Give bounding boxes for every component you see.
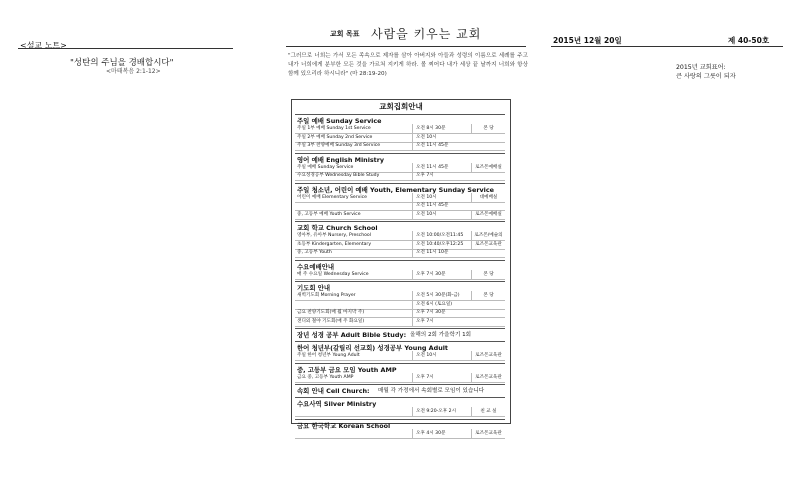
yearly-motto-label: 2015년 교회표어: <box>676 64 726 71</box>
schedule-row <box>295 171 505 181</box>
schedule-row <box>295 407 505 417</box>
service-time: 오전 6시 (토요일) <box>412 300 452 309</box>
scripture-verse: "그러므로 너희는 가서 모든 족속으로 제자를 삼아 아버지와 아들과 성령의 이름으로 세례를 주고 내가 너희에게 분부한 모든 것을 가르쳐 지키게 하라. 볼 찌어다 내가 세상 끝 날까지 너희와 항상 함께 있으리라 하시니라" (마 28:19-20) <box>288 53 528 77</box>
service-time: 오전 8시 30분 <box>412 124 445 133</box>
service-name: 주일 3부 찬양예배 Sunday 3rd Service <box>297 143 381 148</box>
sermon-note-label: <설교 노트> <box>20 41 67 50</box>
service-place: 로즈몬교육관 <box>471 240 505 249</box>
service-place: 로즈몬/예슬의 <box>471 231 505 240</box>
schedule-row <box>295 210 505 220</box>
service-time: 오전 11시 10분 <box>412 248 448 257</box>
section-heading: 기도회 안내 <box>297 284 331 292</box>
service-name: 금요 중, 고등부 Youth AMP <box>297 374 354 380</box>
service-name: 새벽기도회 Morning Prayer <box>297 293 356 298</box>
service-time: 오전 11시 45분 <box>412 141 448 150</box>
service-time: 오전 10:40/오후12:25 <box>412 240 463 249</box>
service-time: 오후 7시 30분 <box>412 308 445 317</box>
service-time: 오전 11시 45분 <box>412 201 448 210</box>
service-time: 오전 10:00/오전11:45 <box>412 231 463 240</box>
service-place: 로즈몬예배실 <box>471 163 505 172</box>
section-heading: 주일 예배 Sunday Service <box>297 117 382 125</box>
service-time: 오전 10시 <box>412 210 437 219</box>
service-time: 오전 11시 45분 <box>412 163 448 172</box>
service-name: 어린이 예배 Elementary Service <box>297 194 367 200</box>
schedule-row <box>295 351 505 361</box>
service-place: 본 당 <box>471 270 505 279</box>
section-heading: 속회 안내 Cell Church: <box>297 387 370 395</box>
section-divider <box>295 397 505 398</box>
service-time: 오후 4시 30분 <box>412 429 445 438</box>
schedule-title: 교회집회안내 <box>379 102 423 111</box>
section-heading: 주일 청소년, 어린이 예배 Youth, Elementary Sunday Service <box>297 185 494 194</box>
service-time: 오후 7시 30분 <box>412 270 445 279</box>
schedule-row <box>295 270 505 280</box>
schedule-row <box>295 248 505 258</box>
section-divider <box>295 260 505 261</box>
section-divider <box>295 328 505 329</box>
service-name: 영아부, 유아부 Nursery, Preschool <box>297 233 372 238</box>
schedule-row <box>295 141 505 151</box>
service-place: 로즈몬예배실 <box>471 210 505 219</box>
service-time: 오전 5시 30분(화-금) <box>412 291 460 300</box>
yearly-motto: 큰 사랑의 그릇이 되자 <box>676 73 736 80</box>
divider <box>286 46 526 47</box>
section-heading: 금요 한국학교 Korean School <box>297 421 391 430</box>
schedule-row <box>295 373 505 383</box>
service-time: 오후 7시 <box>412 373 434 382</box>
sermon-reference: <마태복음 2:1-12> <box>106 68 161 75</box>
section-divider <box>295 183 505 184</box>
service-place: 친 교 실 <box>471 407 505 416</box>
schedule-row <box>295 429 505 439</box>
service-name: 주일 1부 예배 Sunday 1st Service <box>297 126 371 131</box>
issue-number: 제 40-50호 <box>728 36 770 45</box>
schedule-row <box>295 317 505 327</box>
service-time: 오전 9:20-오후 2시 <box>412 407 456 416</box>
service-name: 주일 2부 예배 Sunday 2nd Service <box>297 134 373 140</box>
section-divider <box>295 153 505 154</box>
church-goal-label: 교회 목표 <box>330 30 360 38</box>
section-heading: 수요사역 Silver Ministry <box>297 400 377 408</box>
service-place: 대예배실 <box>471 193 505 202</box>
divider <box>18 48 233 49</box>
section-divider <box>295 221 505 222</box>
service-name: 주일 예배 Sunday Service <box>297 164 354 170</box>
section-heading: 수요예배안내 <box>297 262 335 271</box>
sermon-title: "성탄의 주님을 경배합시다" <box>70 58 174 68</box>
section-heading: 장년 성경 공부 Adult Bible Study: <box>297 331 407 339</box>
service-time: 오전 10시 <box>412 133 437 142</box>
service-place: 로즈몬교육관 <box>471 429 505 438</box>
service-time: 오후 7시 <box>412 317 434 326</box>
section-heading: 교회 학교 Church School <box>297 224 378 232</box>
section-divider <box>295 363 505 364</box>
schedule-box <box>291 99 511 436</box>
section-divider <box>295 419 505 420</box>
bulletin-date: 2015년 12월 20일 <box>553 36 622 45</box>
section-divider <box>295 341 505 342</box>
section-heading: 중, 고등부 금요 모임 Youth AMP <box>297 365 397 374</box>
divider <box>551 46 783 47</box>
service-name: 금요 찬양기도회(매 월 마지막 주) <box>297 310 365 315</box>
section-heading: 영어 예배 English Ministry <box>297 155 385 164</box>
service-place: 본 당 <box>471 291 505 300</box>
service-name: 매 주 수요일 Wednesday Service <box>297 271 369 277</box>
section-note: 올해의 2회 가을학기 1회 <box>410 332 472 338</box>
section-note: 매월 각 가정에서 속회별로 모임이 있습니다 <box>378 388 485 394</box>
section-divider <box>295 281 505 282</box>
service-place: 로즈몬교육관 <box>471 351 505 360</box>
service-time: 오전 10시 <box>412 193 437 202</box>
church-motto: 사람을 키우는 교회 <box>371 27 482 41</box>
service-time: 오후 7시 <box>412 171 434 180</box>
service-time: 오전 10시 <box>412 351 437 360</box>
service-place: 본 당 <box>471 124 505 133</box>
section-divider <box>295 384 505 385</box>
service-name: 초등부 Kindergarten, Elementary <box>297 241 372 247</box>
service-name: 샌디외 철야 기도회(매 주 화요일) <box>297 318 365 324</box>
service-name: 수요성경공부 Wednesday Bible Study <box>297 173 380 178</box>
service-name: 중, 고등부 Youth <box>297 250 332 255</box>
service-name: 중, 고등부 예배 Youth Service <box>297 211 361 217</box>
service-place: 로즈몬교육관 <box>471 373 505 382</box>
section-divider <box>295 114 505 115</box>
section-heading: 한어 청년부(갈릴리 선교회) 성경공부 Young Adult <box>297 344 448 352</box>
service-name: 주일 한어 청년부 Young Adult <box>297 353 360 358</box>
